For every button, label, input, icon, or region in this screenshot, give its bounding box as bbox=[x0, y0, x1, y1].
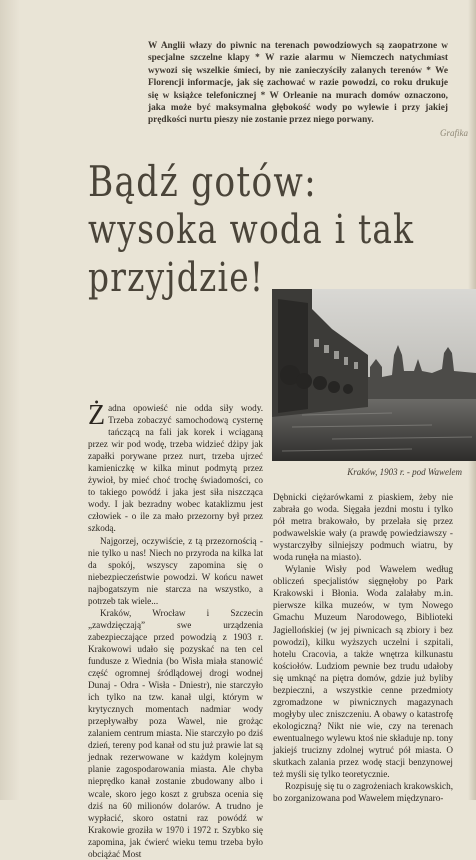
article-headline bbox=[88, 158, 473, 302]
bleed-through-text: Grafika bbox=[440, 128, 468, 138]
article-column-left bbox=[88, 402, 263, 860]
article-paragraph-4: Dębnicki ciężarówkami z piaskiem, żeby nie zabrała go woda. Sięgała jezdni mostu i tylko pół metra brakowało, by przelała się przez podwawelskie wały (a prawdę powiedziawszy - wystarczyłby silniejszy podmuch wiatru, by woda runęła na miasto). bbox=[273, 492, 453, 563]
article-paragraph-3: Kraków, Wrocław i Szczecin „zawdzięczają” swe urządzenia zabezpieczające przed powodzią z 1903 r. Krakowowi udało się pozyskać na ten cel fundusze z Wiednia (bo Wisła miała stanowić część ogromnej śródlądowej drogi wodnej Dunaj - Odra - Wisła - Dniestr), nie starczyło ich tylko na tzw. kanał ulgi, którym w krytycznych momentach nadmiar wody przepływałby poza Wawel, nie grożąc zalaniem centrum miasta. Nie starczyło po dziś dzień, tereny pod kanał od stu już prawie lat są jednak rezerwowane w każdym kolejnym planie zagospodarowania miasta. Ale chyba nieprędko kanał zostanie zbudowany albo i wcale, skoro jego koszt z grubsza ocenia się dziś na 60 milionów dolarów. A trudno je wypłacić, skoro ostatni raz powódź w Krakowie groziła w 1970 i 1972 r. Szybko się zapomina, jak ćwierć wieku temu trzeba było obciążać Most bbox=[88, 607, 263, 859]
page-left-edge bbox=[0, 0, 20, 800]
flood-photo bbox=[272, 289, 476, 461]
headline-line-2: wysoka woda i tak bbox=[88, 207, 415, 253]
intro-paragraph: W Anglii włazy do piwnic na terenach powodziowych są zaopatrzone w specjalne szczelne klapy * W razie alarmu w Niemczech natychmiast wywozi się wszelkie śmieci, by nie zanieczyściły zalanych terenów * We Florencji informacje, jak się zachować w razie powodzi, co roku drukuje się w książce telefonicznej * W Orleanie na murach domów oznaczono, jaka może być maksymalna głębokość wody po wylewie i przy jakiej prędkości nurtu pieszy nie zostanie przez niego porwany. bbox=[148, 41, 448, 126]
article-paragraph-1 bbox=[88, 402, 263, 535]
article-paragraph-2: Najgorzej, oczywiście, z tą przezornością - nie tylko u nas! Niech no przyroda na kilka lat da spokój, wszyscy zapomina się o niebezpieczeństwie powodzi. W końcu nawet najbogatszym nie starcza na wszystko, a potrzeb tak wiele... bbox=[88, 535, 263, 606]
headline-line-3: przyjdzie! bbox=[88, 255, 265, 301]
headline-line-1: Bądź gotów: bbox=[88, 157, 317, 206]
article-paragraph-6: Rozpisuję się tu o zagrożeniach krakowskich, bo zorganizowana pod Wawelem międzynaro- bbox=[273, 781, 453, 804]
article-paragraph-5: Wylanie Wisły pod Wawelem według obliczeń specjalistów sięgnęłoby po Park Krakowski i Błonia. Woda zalałaby m.in. pierwsze kilka muzeów, w tym Nowego Gmachu Muzeum Narodowego, Biblioteki Jagiellońskiej (w jej piwnicach są zbiory i bez powodzi), kilku wyższych uczelni i szpitali, hotelu Cracovia, a także wnętrza kilkunastu kościołów. Ludziom pewnie bez trudu udałoby się umknąć na piętra domów, gdzie już byliby bezpieczni, a wszystkie cenne przedmioty zgromadzone w piwnicznych magazynach mogłyby ulec zniszczeniu. A obawy o katastrofę ekologiczną? Nikt nie wie, czy na terenach ewentualnego wylewu ktoś nie składuje np. tony jakiejś trucizny zdolnej wytruć pół miasta. O skutkach zalania przez wodę stacji benzynowej też myśli się tylko teoretycznie. bbox=[273, 564, 453, 780]
dropcap: Ż bbox=[88, 400, 106, 431]
paragraph-1-text: adna opowieść nie odda siły wody. Trzeba zobaczyć samochodową cysternę tańczącą na fali jak korek i wciąganą przez wir pod wodę, trzeba widzieć dżipy jak zapałki porywane przez nurt, trzeba ujrzeć kamieniczkę w kilka minut podmytą przez żywioł, by mieć choć trochę świadomości, co to takiego powódź i jaka jest siła niszcząca wody. I jak bezradny wobec kataklizmu jest człowiek - o ile za mało przezorny był przez szkodą. bbox=[88, 403, 263, 534]
article-column-right bbox=[273, 491, 453, 804]
photo-caption: Kraków, 1903 r. - pod Wawelem bbox=[347, 467, 462, 477]
